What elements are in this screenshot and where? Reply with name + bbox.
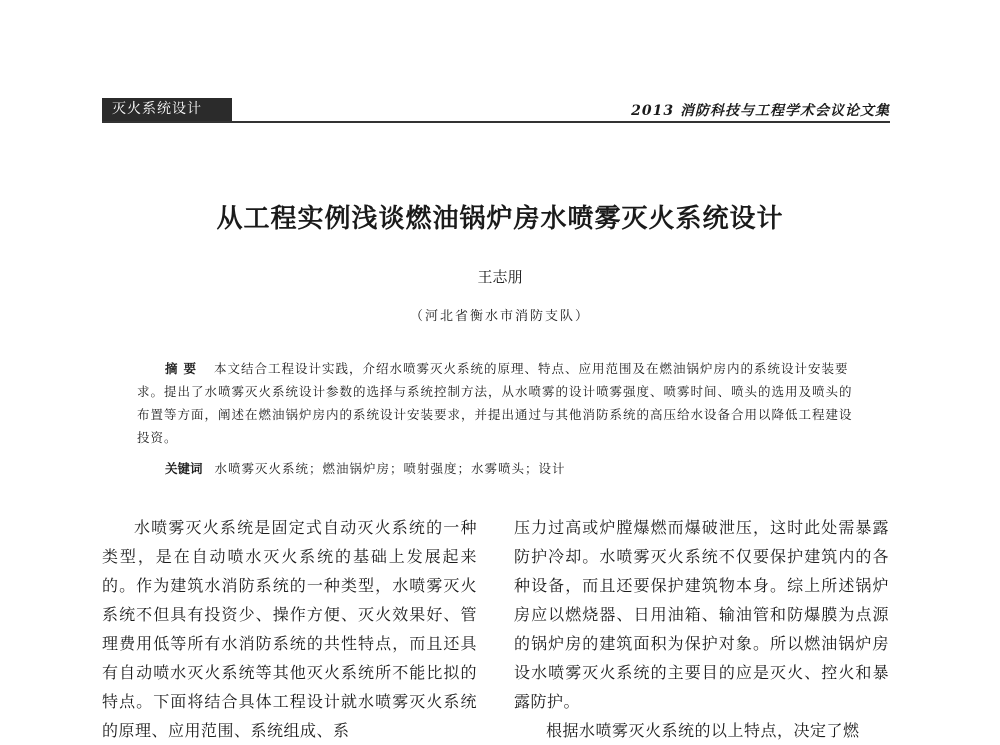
- keywords-label: 关键词: [165, 461, 203, 476]
- keywords: [165, 459, 566, 477]
- body-paragraph: 水喷雾灭火系统是固定式自动灭火系统的一种类型，是在自动喷水灭火系统的基础上发展起来的。作为建筑水消防系统的一种类型，水喷雾灭火系统不但具有投资少、操作方便、灭火效果好、管理费用低等所有水消防系统的共性特点，而且还具有自动喷水灭火系统等其他灭火系统所不能比拟的特点。下面将结合具体工程设计就水喷雾灭火系统的原理、应用范围、系统组成、系: [102, 518, 477, 740]
- body-paragraph-continued: 压力过高或炉膛爆燃而爆破泄压，这时此处需暴露防护冷却。水喷雾灭火系统不仅要保护建筑内的各种设备，而且还要保护建筑物本身。综上所述锅炉房应以燃烧器、日用油箱、输油管和防爆膜为点源的锅炉房的建筑面积为保护对象。所以燃油锅炉房设水喷雾灭火系统的主要目的应是灭火、控火和暴露防护。: [514, 518, 889, 711]
- body-paragraph: 根据水喷雾灭火系统的以上特点，决定了燃: [546, 721, 860, 740]
- body-column-left: [102, 513, 477, 745]
- article-title: 从工程实例浅谈燃油锅炉房水喷雾灭火系统设计: [216, 204, 784, 234]
- section-tag: 灭火系统设计: [102, 98, 232, 121]
- abstract: [137, 357, 863, 449]
- abstract-label: 摘要: [165, 361, 203, 376]
- author-name: 王志朋: [477, 268, 523, 286]
- body-column-right: [514, 513, 889, 745]
- header-divider: [102, 121, 890, 123]
- author-affiliation: （河北省衡水市消防支队）: [409, 309, 590, 324]
- journal-title: 2013 消防科技与工程学术会议论文集: [631, 103, 890, 119]
- keywords-text: 水喷雾灭火系统；燃油锅炉房；喷射强度；水雾喷头；设计: [214, 461, 566, 476]
- abstract-text: 本文结合工程设计实践，介绍水喷雾灭火系统的原理、特点、应用范围及在燃油锅炉房内的系统设计安装要求。提出了水喷雾灭火系统设计参数的选择与系统控制方法，从水喷雾的设计喷雾强度、喷雾时间、喷头的选用及喷头的布置等方面，阐述在燃油锅炉房内的系统设计安装要求，并提出通过与其他消防系统的高压给水设备合用以降低工程建设投资。: [137, 361, 853, 445]
